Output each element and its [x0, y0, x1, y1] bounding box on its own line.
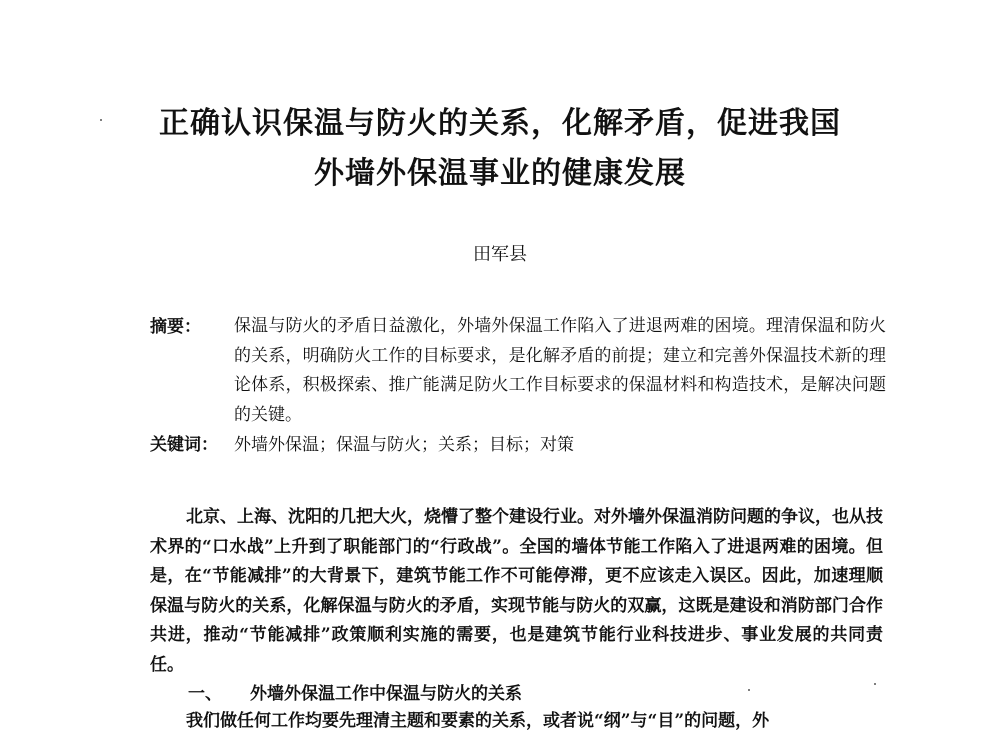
scan-speck	[874, 683, 876, 685]
author-name: 田军县	[473, 244, 527, 265]
keywords-label: 关键词：	[150, 435, 218, 455]
section-number: 一、	[188, 684, 222, 704]
title-line-1: 正确认识保温与防火的关系，化解矛盾，促进我国	[159, 106, 841, 141]
scan-speck	[748, 689, 750, 691]
keywords-text: 外墙外保温；保温与防火；关系；目标；对策	[234, 435, 574, 455]
section-heading-1	[188, 679, 522, 704]
body-paragraph-2-partial: 我们做任何工作均要先理清主题和要素的关系，或者说“纲”与“目”的问题，外	[186, 711, 770, 731]
abstract-text: 保温与防火的矛盾日益激化，外墙外保温工作陷入了进退两难的困境。理清保温和防火的关系，明确防火工作的目标要求，是化解矛盾的前提；建立和完善外保温技术新的理论体系，积极探索、推广能满足防火工作目标要求的保温材料和构造技术，是解决问题的关键。	[234, 316, 886, 425]
title-line-2: 外墙外保温事业的健康发展	[314, 156, 686, 191]
scan-speck	[100, 119, 102, 121]
section-title: 外墙外保温工作中保温与防火的关系	[250, 684, 522, 704]
abstract-label: 摘要：	[150, 317, 201, 337]
body-paragraph-1: 北京、上海、沈阳的几把大火，烧懵了整个建设行业。对外墙外保温消防问题的争议，也从技术界的“口水战”上升到了职能部门的“行政战”。全国的墙体节能工作陷入了进退两难的困境。但是，在“节能减排”的大背景下，建筑节能工作不可能停滞，更不应该走入误区。因此，加速理顺保温与防火的关系，化解保温与防火的矛盾，实现节能与防火的双赢，这既是建设和消防部门合作共进，推动“节能减排”政策顺利实施的需要，也是建筑节能行业科技进步、事业发展的共同责任。	[150, 507, 883, 675]
